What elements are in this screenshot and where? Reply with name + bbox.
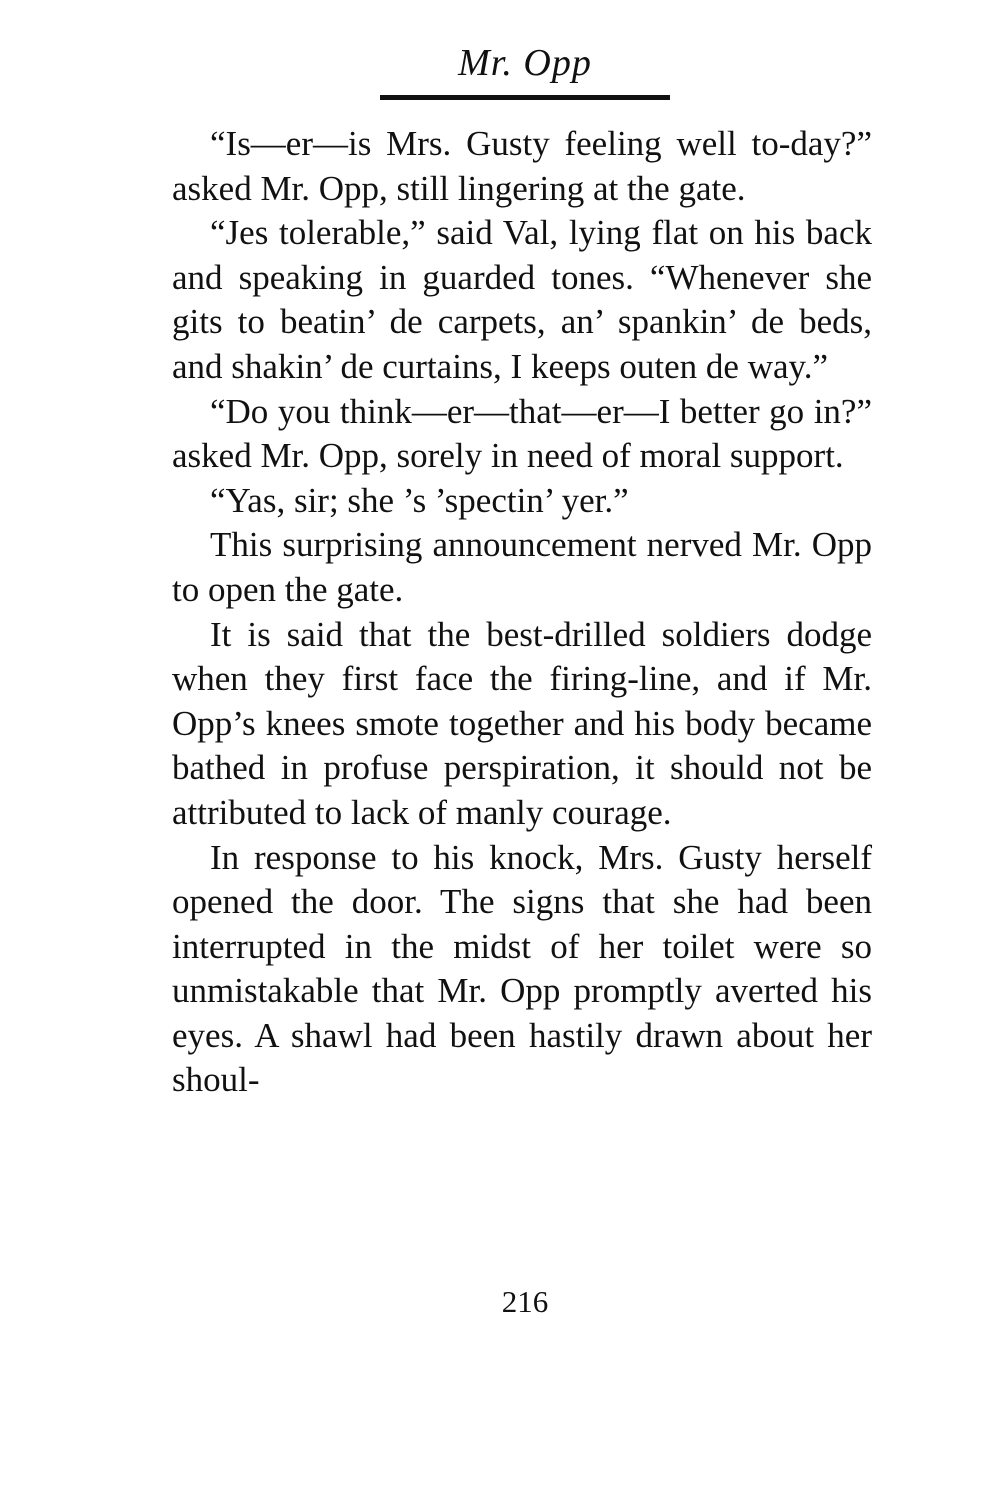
paragraph: “Do you think—er—that—er—I better go in?” asked Mr. Opp, sorely in need of moral support. bbox=[172, 391, 872, 476]
body-text bbox=[172, 122, 872, 1103]
header-rule bbox=[380, 95, 670, 100]
running-head: Mr. Opp bbox=[458, 42, 592, 84]
paragraph: It is said that the best-drilled soldiers dodge when they first face the firing-line, and if Mr. Opp’s knees smote together and his body became bathed in profuse perspiration, it should not be attributed to lack of manly courage. bbox=[172, 614, 872, 832]
paragraph: “Is—er—is Mrs. Gusty feeling well to-day?” asked Mr. Opp, still lingering at the gate. bbox=[172, 124, 872, 208]
paragraph: In response to his knock, Mrs. Gusty herself opened the door. The signs that she had been interrupted in the midst of her toilet were so unmistakable that Mr. Opp promptly averted his eyes. A shawl had been hastily drawn about her shoul- bbox=[172, 837, 872, 1100]
page-number: 216 bbox=[501, 1284, 549, 1319]
paragraph: This surprising announcement nerved Mr. Opp to open the gate. bbox=[172, 525, 872, 609]
paragraph: “Yas, sir; she ’s ’spectin’ yer.” bbox=[210, 480, 629, 520]
paragraph: “Jes tolerable,” said Val, lying flat on his back and speaking in guarded tones. “Whenever she gits to beatin’ de carpets, an’ spankin’ de beds, and shakin’ de curtains, I keeps outen de way.” bbox=[172, 213, 872, 386]
